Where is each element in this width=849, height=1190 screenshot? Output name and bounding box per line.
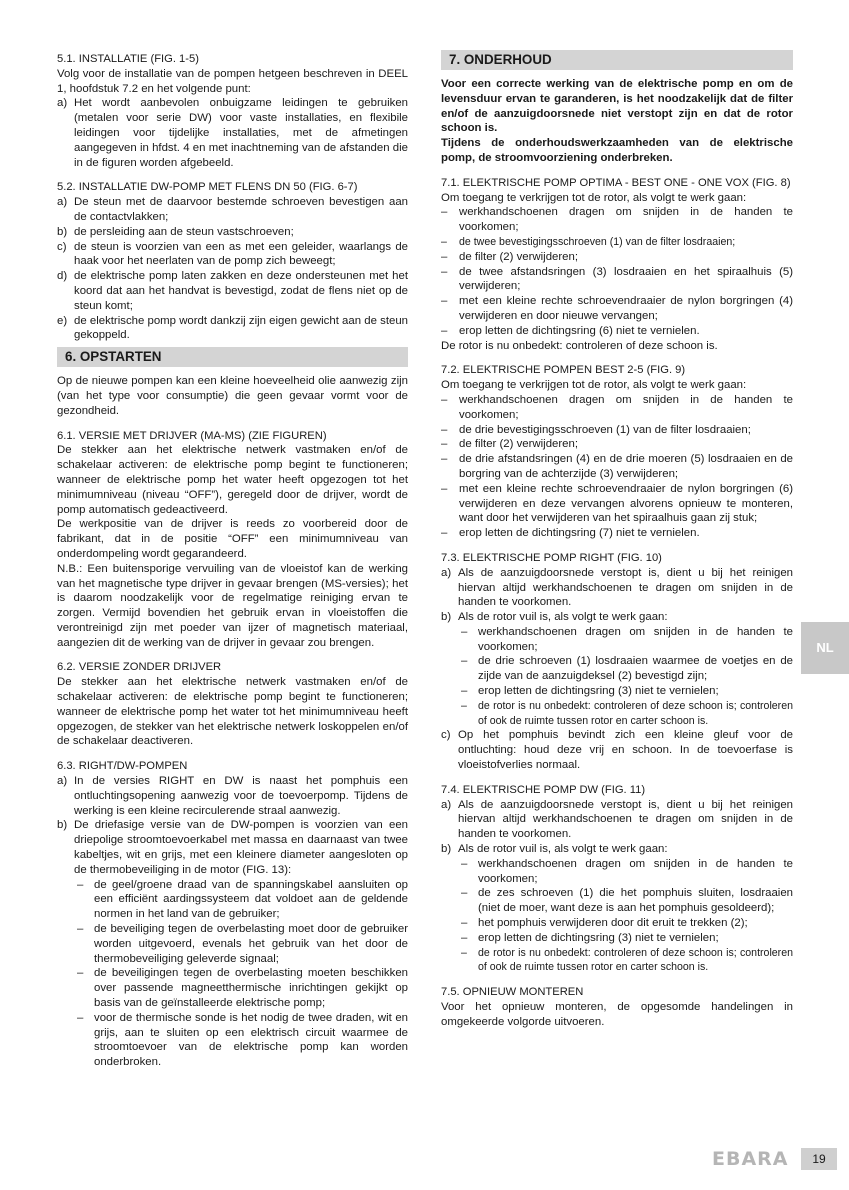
list-5-2: [57, 195, 408, 343]
list-7-3: [441, 566, 793, 625]
list-item: b) de persleiding aan de steun vastschroeven;: [57, 225, 294, 238]
list-7-2: [441, 393, 793, 541]
list-7-4: [441, 798, 793, 857]
right-column: [441, 52, 793, 1030]
paragraph-6-1-b: De werkpositie van de drijver is reeds zo voorbereid door de fabrikant, dat in de positie “OFF” een minimumniveau van onderdompeling wordt gegarandeerd.: [57, 518, 408, 560]
list-item: a) De steun met de daarvoor bestemde schroeven bevestigen aan de contactvlakken;: [57, 196, 408, 223]
list-item: – de drie afstandsringen (4) en de drie moeren (5) losdraaien en de borgring van de achterzijde (3) verwijderen;: [441, 453, 793, 480]
list-item: – de rotor is nu onbedekt: controleren of deze schoon is; controleren of ook de ruimte tussen rotor en carter schoon is.: [461, 946, 793, 974]
list-item: – werkhandschoenen dragen om snijden in de handen te voorkomen;: [461, 857, 793, 885]
list-item: – de geel/groene draad van de spanningskabel aansluiten op een efficiënt aardingssysteem dat voldoet aan de geldende normen in het land van de gebruiker;: [77, 878, 408, 921]
list-item: b) Als de rotor vuil is, als volgt te werk gaan:: [441, 611, 668, 624]
list-item: b) Als de rotor vuil is, als volgt te werk gaan:: [441, 843, 668, 856]
list-item: – werkhandschoenen dragen om snijden in de handen te voorkomen;: [461, 625, 793, 653]
paragraph-7-1-intro: Om toegang te verkrijgen tot de rotor, als volgt te werk gaan:: [441, 191, 747, 204]
paragraph-6-intro: Op de nieuwe pompen kan een kleine hoeveelheid olie aanwezig zijn (van het type voor consumptie) die geen gevaar vormt voor de gezondheid.: [57, 375, 408, 417]
list-item: – de twee bevestigingsschroeven (1) van de filter losdraaien;: [441, 235, 736, 248]
list-6-3: [57, 774, 408, 878]
list-item: – de filter (2) verwijderen;: [441, 438, 579, 451]
list-7-3-c: [441, 728, 793, 772]
sublist-7-4: [441, 857, 793, 975]
heading-5-2: 5.2. INSTALLATIE DW-POMP MET FLENS DN 50 (FIG. 6-7): [57, 181, 358, 194]
language-tab-nl: NL: [801, 622, 849, 674]
paragraph-5-1-intro: Volg voor de installatie van de pompen hetgeen beschreven in DEEL 1, hoofdstuk 7.2 en het volgende punt:: [57, 67, 408, 95]
heading-7-2: 7.2. ELEKTRISCHE POMPEN BEST 2-5 (FIG. 9): [441, 364, 686, 377]
page-number: 19: [801, 1148, 837, 1170]
heading-7-5: 7.5. OPNIEUW MONTEREN: [441, 986, 584, 999]
paragraph-6-1-a: De stekker aan het elektrische netwerk vastmaken en/of de schakelaar activeren: de elektrische pomp begint te functioneren; wanneer de elektrische pomp het water heeft opgezogen tot het minimumniveau (niveau “OFF”), geregeld door de drijver, wordt de pomp automatisch gedeactiveerd.: [57, 444, 408, 516]
list-item: – erop letten de dichtingsring (6) niet te vernielen.: [441, 324, 700, 337]
heading-7-3: 7.3. ELEKTRISCHE POMP RIGHT (FIG. 10): [441, 551, 662, 564]
list-item: – met een kleine rechte schroevendraaier de nylon borgringen (4) verwijderen en door nieuwe vervangen;: [441, 295, 793, 322]
list-item: – het pomphuis verwijderen door dit eruit te trekken (2);: [461, 917, 748, 930]
list-item: e) de elektrische pomp wordt dankzij zijn eigen gewicht aan de steun gekoppeld.: [57, 314, 408, 342]
heading-7-1: 7.1. ELEKTRISCHE POMP OPTIMA - BEST ONE - ONE VOX (FIG. 8): [441, 176, 791, 189]
list-item: – de drie schroeven (1) losdraaien waarmee de voetjes en de zijde van de aanzuigdeksel (2) bevestigd zijn;: [461, 655, 793, 683]
list-item: – werkhandschoenen dragen om snijden in de handen te voorkomen;: [441, 206, 793, 234]
list-item: – de drie bevestigingsschroeven (1) van de filter losdraaien;: [441, 423, 751, 436]
list-item: – erop letten de dichtingsring (7) niet te vernielen.: [441, 527, 700, 540]
list-item: d) de elektrische pomp laten zakken en deze ondersteunen met het koord dat aan het handvat is bevestigd, zodat de flens niet op de steun komt;: [57, 270, 408, 312]
paragraph-7-5: Voor het opnieuw monteren, de opgesomde handelingen in omgekeerde volgorde uitvoeren.: [441, 1001, 793, 1028]
list-item: c) Op het pomphuis bevindt zich een kleine gleuf voor de ontluchting: houd deze vrij en schoon. In de toevoerfase is vloeistofverlies normaal.: [441, 729, 793, 772]
list-item: c) de steun is voorzien van een as met een geleider, waarlangs de haak voor het neerlaten van de pomp zich beweegt;: [57, 240, 408, 268]
list-7-1: [441, 205, 793, 338]
sublist-7-3: [441, 625, 793, 729]
paragraph-7-warning-1: Voor een correcte werking van de elektrische pomp en om de levensduur ervan te garanderen, is het noodzakelijk dat de filter en/of de aanzuigdoorsnede niet verstopt zijn en dat de rotor schoon is.: [441, 78, 793, 135]
list-item: – erop letten de dichtingsring (3) niet te vernielen;: [461, 931, 719, 944]
list-item: – werkhandschoenen dragen om snijden in de handen te voorkomen;: [441, 393, 793, 421]
paragraph-7-1-outro: De rotor is nu onbedekt: controleren of deze schoon is.: [441, 339, 718, 352]
heading-6-2: 6.2. VERSIE ZONDER DRIJVER: [57, 661, 222, 674]
list-item: – de twee afstandsringen (3) losdraaien en het spiraalhuis (5) verwijderen;: [441, 265, 793, 293]
list-5-1: [57, 96, 408, 170]
heading-5-1: 5.1. INSTALLATIE (FIG. 1-5): [57, 53, 199, 65]
list-item: a) Het wordt aanbevolen onbuigzame leidingen te gebruiken (metalen voor serie DW) voor vaste installaties, en flexibile leidingen voor tijdelijke installaties, met de afmetingen aangegeven in hfdst. 4 en met inachtneming van de afstanden die in de figuren worden afgebeeld.: [57, 97, 408, 169]
section-title-opstarten: 6. OPSTARTEN: [57, 347, 408, 367]
list-item: – de beveiliging tegen de overbelasting moet door de gebruiker worden uitgevoerd, evenals het gebruik van het door de thermobeveiliging geleverde signaal;: [77, 923, 408, 965]
list-item: – erop letten de dichtingsring (3) niet te vernielen;: [461, 685, 719, 698]
section-title-onderhoud: 7. ONDERHOUD: [441, 50, 793, 70]
list-item: – de zes schroeven (1) die het pomphuis sluiten, losdraaien (niet de moer, want deze is aan het pomphuis gesoldeerd);: [461, 887, 793, 915]
list-item: – de rotor is nu onbedekt: controleren of deze schoon is; controleren of ook de ruimte tussen rotor en carter schoon is.: [461, 699, 793, 727]
list-item: a) In de versies RIGHT en DW is naast het pomphuis een ontluchtingsopening aanwezig voor de toevoerpomp. Tijdens de werking is een kleine recirculerende straal aanwezig.: [57, 775, 408, 817]
sublist-6-3: [57, 878, 408, 1070]
list-item: a) Als de aanzuigdoorsnede verstopt is, dient u bij het reinigen hiervan altijd werkhandschoenen te dragen om snijden in de handen te voorkomen.: [441, 566, 793, 609]
paragraph-6-1-c: N.B.: Een buitensporige vervuiling van de vloeistof kan de werking van het magnetische type drijver in gevaar brengen (MS-versies); het is daarom noodzakelijk voor de regelmatige reiniging ervan te zorgen. Vermijd bovendien het gebruik ervan in vloeistoffen die verontreinigd zijn met poeder van ijzer of magnetisch materiaal, aangezien dit de werking van de drijver in gevaar zou brengen.: [57, 562, 408, 649]
list-item: b) De driefasige versie van de DW-pompen is voorzien van een driepolige stroomtoevoerkabel met massa en daarnaast van twee kabeltjes, wit en grijs, met een kleinere diameter aangesloten op de thermobeveiliging in de motor (FIG. 13):: [57, 819, 408, 876]
list-item: a) Als de aanzuigdoorsnede verstopt is, dient u bij het reinigen hiervan altijd werkhandschoenen te dragen om snijden in de handen te voorkomen.: [441, 798, 793, 841]
list-item: – met een kleine rechte schroevendraaier de nylon borgringen (6) verwijderen en deze vervangen alvorens opnieuw te monteren, want door het verwijderen van het spiraalhuis gaan zij stuk;: [441, 482, 793, 525]
ebara-logo: EBARA: [712, 1148, 789, 1170]
heading-6-1: 6.1. VERSIE MET DRIJVER (MA-MS) (ZIE FIGUREN): [57, 429, 327, 442]
list-item: – de beveiligingen tegen de overbelasting moeten beschikken over passende magneetthermische inrichtingen gekijkt op basis van de geïnstalleerde elektrische pomp;: [77, 967, 408, 1010]
list-item: – voor de thermische sonde is het nodig de twee draden, wit en grijs, aan te sluiten op een elektrisch circuit waarmee de stroomtoevoer van de elektrische pomp kan worden onderbroken.: [77, 1011, 408, 1069]
paragraph-6-2: De stekker aan het elektrische netwerk vastmaken en/of de schakelaar activeren: de elektrische pomp begint te functioneren; wanneer de elektrische pomp het water tot het minimumniveau heeft opgezogen, de stekker van het elektrische netwerk loskoppelen en/of de schakelaar deactiveren.: [57, 676, 408, 748]
left-column: [57, 52, 408, 1070]
heading-6-3: 6.3. RIGHT/DW-POMPEN: [57, 760, 188, 773]
paragraph-7-warning-2: Tijdens de onderhoudswerkzaamheden van de elektrische pomp, de stroomvoorziening onderbreken.: [441, 137, 793, 164]
list-item: – de filter (2) verwijderen;: [441, 250, 579, 263]
heading-7-4: 7.4. ELEKTRISCHE POMP DW (FIG. 11): [441, 783, 646, 796]
paragraph-7-2-intro: Om toegang te verkrijgen tot de rotor, als volgt te werk gaan:: [441, 379, 747, 392]
